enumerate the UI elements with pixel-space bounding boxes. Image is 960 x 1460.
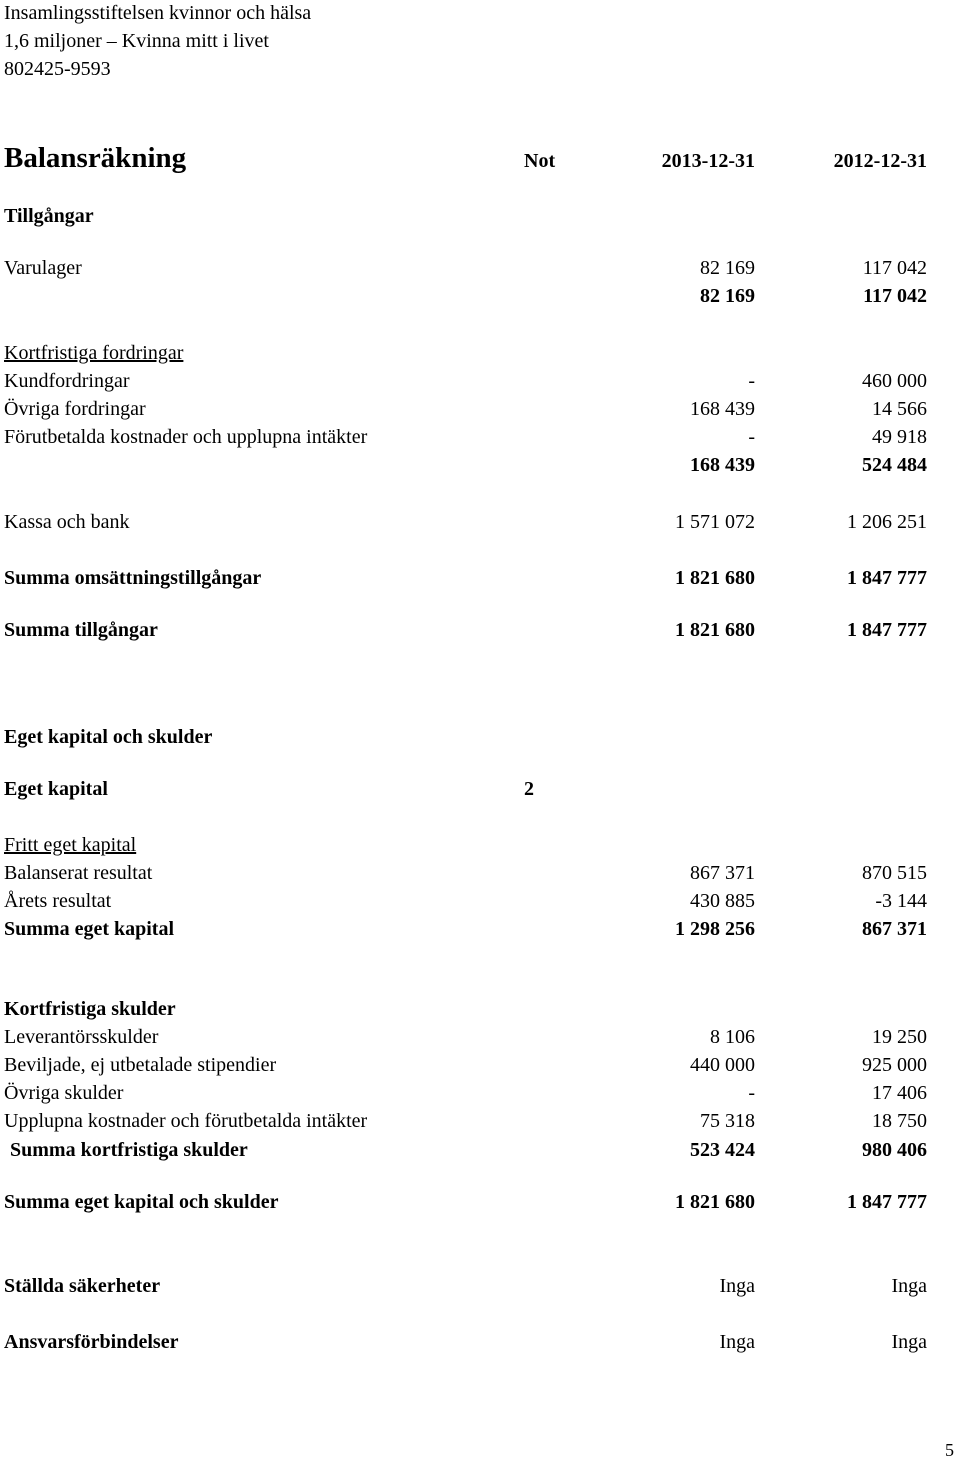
value-2013-assets-total: 1 821 680 [675, 619, 755, 641]
row-label-cash: Kassa och bank [4, 511, 130, 533]
value-2012-retained: 870 515 [862, 862, 927, 884]
equity-note-ref: 2 [524, 778, 534, 800]
value-2013-grand-total: 1 821 680 [675, 1191, 755, 1213]
row-label-contingent: Ansvarsförbindelser [4, 1331, 179, 1353]
row-label-short-term-total: Summa kortfristiga skulder [10, 1139, 248, 1161]
value-2012-current-assets-total: 1 847 777 [847, 567, 927, 589]
value-2013-contingent: Inga [719, 1331, 755, 1353]
subtotal-2012-receivables: 524 484 [862, 454, 927, 476]
value-2012-accrued: 18 750 [872, 1110, 927, 1132]
fund-name: 1,6 miljoner – Kvinna mitt i livet [4, 30, 269, 52]
value-2013-short-term-total: 523 424 [690, 1139, 755, 1161]
value-2012-grants: 925 000 [862, 1054, 927, 1076]
column-header-2012: 2012-12-31 [833, 150, 927, 172]
row-label-grants: Beviljade, ej utbetalade stipendier [4, 1054, 277, 1076]
value-2013-equity-total: 1 298 256 [675, 918, 755, 940]
value-2013-other-receivables: 168 439 [690, 398, 755, 420]
row-label-year-result: Årets resultat [4, 890, 112, 912]
value-2012-year-result: -3 144 [875, 890, 927, 912]
value-2012-cash: 1 206 251 [847, 511, 927, 533]
subtotal-2013-receivables: 168 439 [690, 454, 755, 476]
value-2013-accrued: 75 318 [700, 1110, 755, 1132]
subheading-short-term-liabilities: Kortfristiga skulder [4, 998, 176, 1020]
row-label-accrued: Upplupna kostnader och förutbetalda intäkter [4, 1110, 368, 1132]
column-header-2013: 2013-12-31 [661, 150, 755, 172]
value-2012-contingent: Inga [891, 1331, 927, 1353]
page-number: 5 [945, 1440, 954, 1460]
value-2012-suppliers: 19 250 [872, 1026, 927, 1048]
value-2012-accounts-receivable: 460 000 [862, 370, 927, 392]
value-2012-other-liabilities: 17 406 [872, 1082, 927, 1104]
subheading-receivables: Kortfristiga fordringar [4, 342, 184, 364]
value-2013-current-assets-total: 1 821 680 [675, 567, 755, 589]
value-2012-assets-total: 1 847 777 [847, 619, 927, 641]
subtotal-2013-inventory: 82 169 [700, 285, 755, 307]
row-label-inventory: Varulager [4, 257, 82, 279]
value-2013-cash: 1 571 072 [675, 511, 755, 533]
value-2012-short-term-total: 980 406 [862, 1139, 927, 1161]
value-2012-grand-total: 1 847 777 [847, 1191, 927, 1213]
section-heading-equity-liabilities: Eget kapital och skulder [4, 726, 213, 748]
subtotal-2012-inventory: 117 042 [863, 285, 927, 307]
column-header-note: Not [524, 150, 556, 172]
row-label-retained: Balanserat resultat [4, 862, 153, 884]
value-2012-other-receivables: 14 566 [872, 398, 927, 420]
subheading-free-equity: Fritt eget kapital [4, 834, 137, 856]
row-label-other-receivables: Övriga fordringar [4, 398, 146, 420]
value-2012-equity-total: 867 371 [862, 918, 927, 940]
row-label-suppliers: Leverantörsskulder [4, 1026, 159, 1048]
value-2013-retained: 867 371 [690, 862, 755, 884]
value-2013-pledged: Inga [719, 1275, 755, 1297]
value-2013-year-result: 430 885 [690, 890, 755, 912]
value-2013-suppliers: 8 106 [710, 1026, 755, 1048]
row-label-accounts-receivable: Kundfordringar [4, 370, 130, 392]
value-2013-accounts-receivable: - [748, 370, 755, 392]
value-2012-prepaid: 49 918 [872, 426, 927, 448]
value-2012-inventory: 117 042 [862, 257, 927, 279]
row-label-assets-total: Summa tillgångar [4, 619, 158, 641]
row-label-current-assets-total: Summa omsättningstillgångar [4, 567, 262, 589]
row-label-pledged: Ställda säkerheter [4, 1275, 161, 1297]
row-label-grand-total: Summa eget kapital och skulder [4, 1191, 279, 1213]
org-number: 802425-9593 [4, 58, 111, 80]
row-label-equity-total: Summa eget kapital [4, 918, 174, 940]
org-name: Insamlingsstiftelsen kvinnor och hälsa [4, 2, 312, 24]
value-2013-other-liabilities: - [748, 1082, 755, 1104]
section-heading-assets: Tillgångar [4, 205, 94, 227]
value-2013-grants: 440 000 [690, 1054, 755, 1076]
page-title: Balansräkning [4, 142, 187, 174]
value-2012-pledged: Inga [891, 1275, 927, 1297]
value-2013-prepaid: - [748, 426, 755, 448]
row-label-other-liabilities: Övriga skulder [4, 1082, 124, 1104]
value-2013-inventory: 82 169 [700, 257, 755, 279]
row-label-prepaid: Förutbetalda kostnader och upplupna intäkter [4, 426, 368, 448]
subheading-equity: Eget kapital [4, 778, 108, 800]
